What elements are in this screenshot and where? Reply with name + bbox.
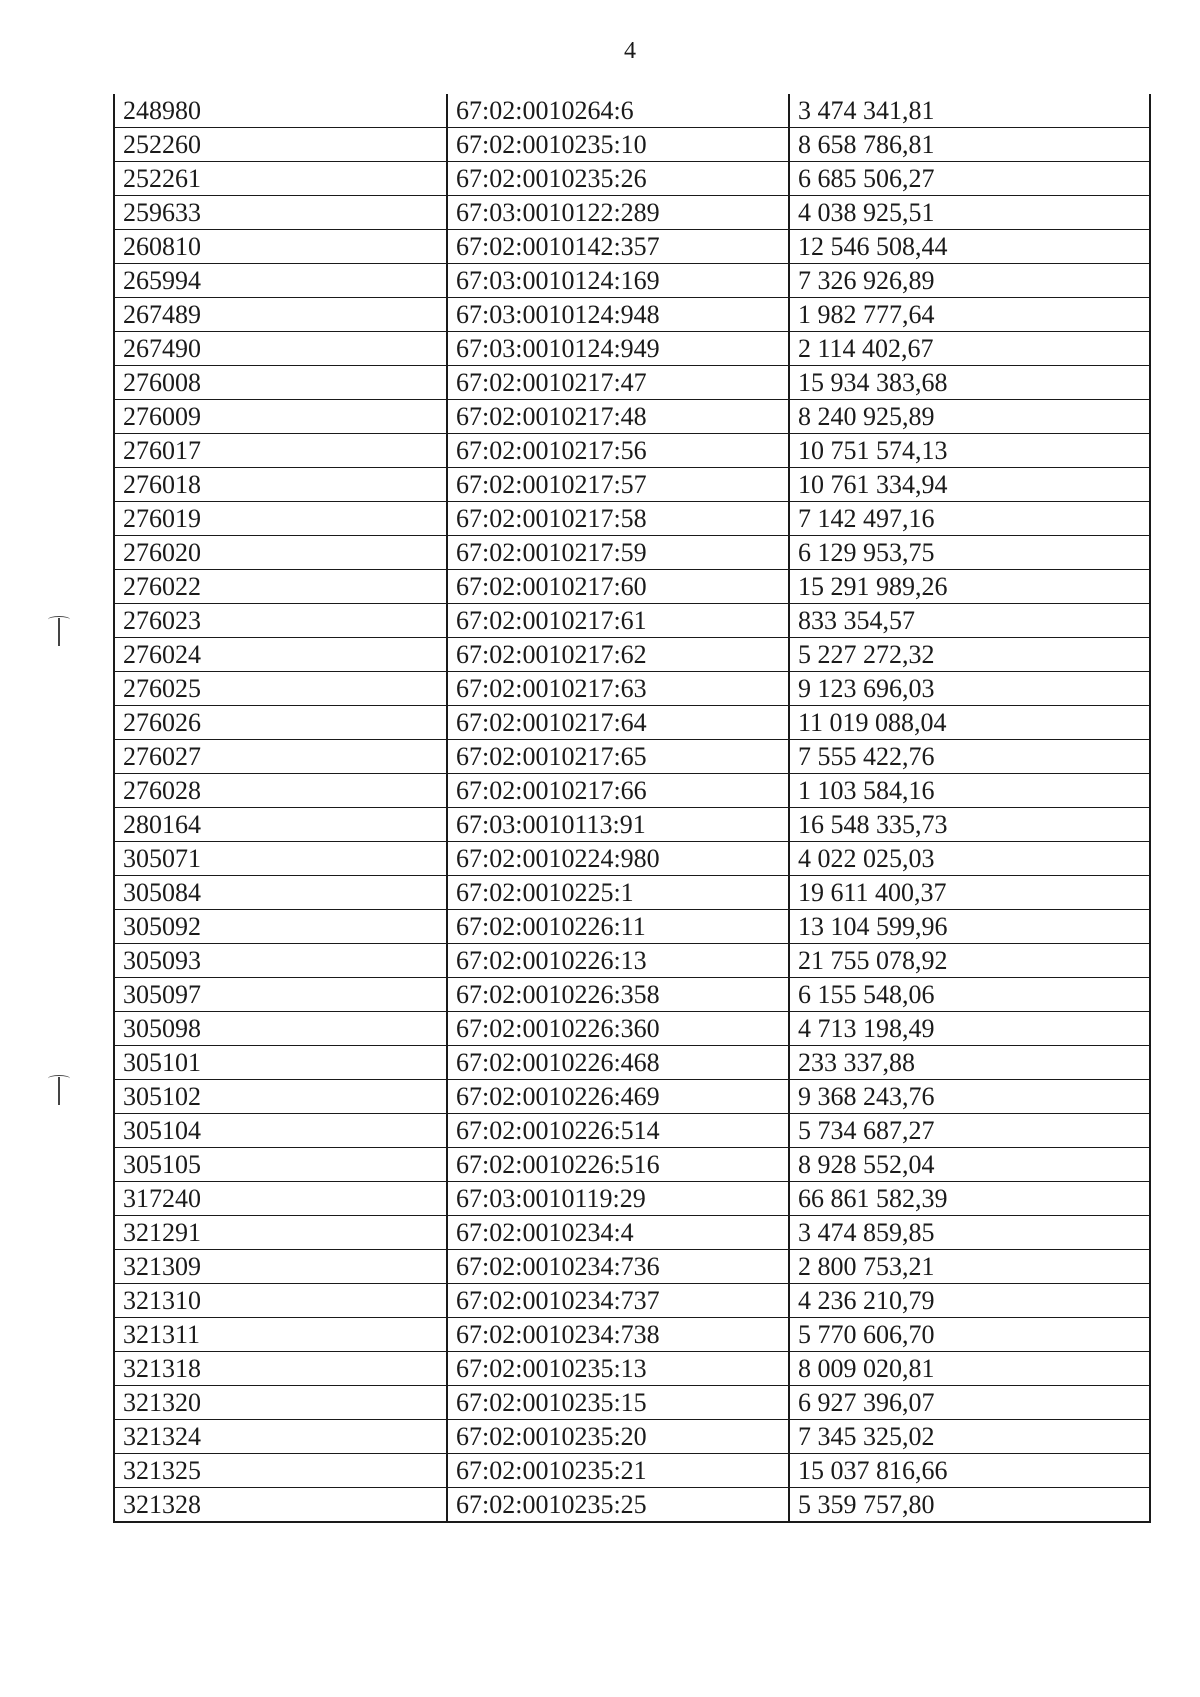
cadastral-number-cell: 67:02:0010217:60 — [447, 570, 789, 604]
cadastral-value-cell: 3 474 859,85 — [789, 1216, 1150, 1250]
cadastral-value-cell: 8 240 925,89 — [789, 400, 1150, 434]
table-row — [114, 842, 1150, 876]
cadastral-value-cell: 6 685 506,27 — [789, 162, 1150, 196]
cadastral-number-cell: 67:02:0010234:737 — [447, 1284, 789, 1318]
table-row — [114, 264, 1150, 298]
cadastral-number-cell: 67:02:0010225:1 — [447, 876, 789, 910]
object-id-cell: 321311 — [114, 1318, 447, 1352]
object-id-cell: 321310 — [114, 1284, 447, 1318]
table-row — [114, 366, 1150, 400]
margin-mark-icon — [48, 1073, 70, 1105]
table-row — [114, 978, 1150, 1012]
cadastral-number-cell: 67:02:0010217:65 — [447, 740, 789, 774]
cadastral-number-cell: 67:02:0010226:358 — [447, 978, 789, 1012]
cadastral-value-cell: 4 038 925,51 — [789, 196, 1150, 230]
cadastral-number-cell: 67:03:0010124:949 — [447, 332, 789, 366]
table-row — [114, 94, 1150, 128]
table-row — [114, 128, 1150, 162]
table-row — [114, 1318, 1150, 1352]
cadastral-number-cell: 67:02:0010235:26 — [447, 162, 789, 196]
table-row — [114, 570, 1150, 604]
object-id-cell: 321324 — [114, 1420, 447, 1454]
table-row — [114, 196, 1150, 230]
cadastral-value-cell: 15 934 383,68 — [789, 366, 1150, 400]
table-row — [114, 672, 1150, 706]
cadastral-number-cell: 67:03:0010124:948 — [447, 298, 789, 332]
table-body — [114, 94, 1150, 1522]
table-row — [114, 1284, 1150, 1318]
cadastral-value-cell: 5 359 757,80 — [789, 1488, 1150, 1523]
cadastral-value-cell: 19 611 400,37 — [789, 876, 1150, 910]
cadastral-value-cell: 5 770 606,70 — [789, 1318, 1150, 1352]
cadastral-value-cell: 7 326 926,89 — [789, 264, 1150, 298]
object-id-cell: 276020 — [114, 536, 447, 570]
object-id-cell: 276026 — [114, 706, 447, 740]
cadastral-number-cell: 67:02:0010235:13 — [447, 1352, 789, 1386]
table-row — [114, 910, 1150, 944]
cadastral-number-cell: 67:03:0010124:169 — [447, 264, 789, 298]
cadastral-value-cell: 7 555 422,76 — [789, 740, 1150, 774]
cadastral-value-cell: 5 227 272,32 — [789, 638, 1150, 672]
cadastral-value-cell: 15 291 989,26 — [789, 570, 1150, 604]
object-id-cell: 321325 — [114, 1454, 447, 1488]
table-row — [114, 1046, 1150, 1080]
object-id-cell: 305098 — [114, 1012, 447, 1046]
cadastral-value-cell: 8 928 552,04 — [789, 1148, 1150, 1182]
cadastral-number-cell: 67:02:0010226:468 — [447, 1046, 789, 1080]
object-id-cell: 276017 — [114, 434, 447, 468]
object-id-cell: 321320 — [114, 1386, 447, 1420]
cadastral-value-cell: 2 800 753,21 — [789, 1250, 1150, 1284]
cadastral-value-cell: 12 546 508,44 — [789, 230, 1150, 264]
table-row — [114, 1352, 1150, 1386]
cadastral-number-cell: 67:02:0010217:59 — [447, 536, 789, 570]
object-id-cell: 280164 — [114, 808, 447, 842]
table-row — [114, 1250, 1150, 1284]
cadastral-value-table — [113, 94, 1151, 1523]
table-row — [114, 1148, 1150, 1182]
cadastral-number-cell: 67:02:0010217:61 — [447, 604, 789, 638]
cadastral-value-cell: 833 354,57 — [789, 604, 1150, 638]
table-row — [114, 808, 1150, 842]
cadastral-number-cell: 67:02:0010226:11 — [447, 910, 789, 944]
table-row — [114, 1454, 1150, 1488]
table-row — [114, 502, 1150, 536]
cadastral-number-cell: 67:02:0010217:63 — [447, 672, 789, 706]
cadastral-value-cell: 9 368 243,76 — [789, 1080, 1150, 1114]
object-id-cell: 305104 — [114, 1114, 447, 1148]
cadastral-value-cell: 6 927 396,07 — [789, 1386, 1150, 1420]
cadastral-number-cell: 67:02:0010217:66 — [447, 774, 789, 808]
object-id-cell: 321318 — [114, 1352, 447, 1386]
cadastral-value-cell: 4 713 198,49 — [789, 1012, 1150, 1046]
cadastral-value-cell: 1 103 584,16 — [789, 774, 1150, 808]
object-id-cell: 276019 — [114, 502, 447, 536]
table-row — [114, 298, 1150, 332]
cadastral-number-cell: 67:02:0010226:469 — [447, 1080, 789, 1114]
object-id-cell: 321328 — [114, 1488, 447, 1523]
object-id-cell: 305097 — [114, 978, 447, 1012]
object-id-cell: 321309 — [114, 1250, 447, 1284]
object-id-cell: 260810 — [114, 230, 447, 264]
cadastral-number-cell: 67:02:0010217:47 — [447, 366, 789, 400]
cadastral-number-cell: 67:03:0010122:289 — [447, 196, 789, 230]
cadastral-number-cell: 67:02:0010226:516 — [447, 1148, 789, 1182]
object-id-cell: 305092 — [114, 910, 447, 944]
object-id-cell: 276028 — [114, 774, 447, 808]
table-row — [114, 162, 1150, 196]
cadastral-value-cell: 7 142 497,16 — [789, 502, 1150, 536]
cadastral-value-cell: 9 123 696,03 — [789, 672, 1150, 706]
object-id-cell: 276018 — [114, 468, 447, 502]
table-row — [114, 774, 1150, 808]
cadastral-value-cell: 6 129 953,75 — [789, 536, 1150, 570]
object-id-cell: 276009 — [114, 400, 447, 434]
cadastral-number-cell: 67:02:0010234:738 — [447, 1318, 789, 1352]
object-id-cell: 265994 — [114, 264, 447, 298]
object-id-cell: 305071 — [114, 842, 447, 876]
cadastral-value-cell: 15 037 816,66 — [789, 1454, 1150, 1488]
table-row — [114, 944, 1150, 978]
table-row — [114, 1216, 1150, 1250]
cadastral-number-cell: 67:02:0010235:10 — [447, 128, 789, 162]
table-row — [114, 468, 1150, 502]
object-id-cell: 305084 — [114, 876, 447, 910]
cadastral-value-cell: 16 548 335,73 — [789, 808, 1150, 842]
table-row — [114, 332, 1150, 366]
cadastral-number-cell: 67:02:0010226:360 — [447, 1012, 789, 1046]
table-row — [114, 706, 1150, 740]
cadastral-number-cell: 67:02:0010217:48 — [447, 400, 789, 434]
cadastral-number-cell: 67:02:0010217:58 — [447, 502, 789, 536]
object-id-cell: 317240 — [114, 1182, 447, 1216]
table-row — [114, 230, 1150, 264]
object-id-cell: 252260 — [114, 128, 447, 162]
cadastral-value-cell: 7 345 325,02 — [789, 1420, 1150, 1454]
cadastral-number-cell: 67:03:0010113:91 — [447, 808, 789, 842]
cadastral-number-cell: 67:02:0010234:4 — [447, 1216, 789, 1250]
object-id-cell: 248980 — [114, 94, 447, 128]
object-id-cell: 259633 — [114, 196, 447, 230]
table-row — [114, 1386, 1150, 1420]
table-row — [114, 536, 1150, 570]
cadastral-value-cell: 66 861 582,39 — [789, 1182, 1150, 1216]
object-id-cell: 276025 — [114, 672, 447, 706]
cadastral-number-cell: 67:02:0010235:25 — [447, 1488, 789, 1523]
table-row — [114, 1114, 1150, 1148]
cadastral-value-cell: 13 104 599,96 — [789, 910, 1150, 944]
cadastral-number-cell: 67:02:0010217:57 — [447, 468, 789, 502]
cadastral-value-cell: 4 022 025,03 — [789, 842, 1150, 876]
object-id-cell: 305093 — [114, 944, 447, 978]
object-id-cell: 276023 — [114, 604, 447, 638]
object-id-cell: 305105 — [114, 1148, 447, 1182]
cadastral-value-cell: 8 658 786,81 — [789, 128, 1150, 162]
table-row — [114, 876, 1150, 910]
cadastral-value-cell: 233 337,88 — [789, 1046, 1150, 1080]
object-id-cell: 267490 — [114, 332, 447, 366]
cadastral-value-cell: 10 751 574,13 — [789, 434, 1150, 468]
cadastral-number-cell: 67:02:0010235:20 — [447, 1420, 789, 1454]
cadastral-number-cell: 67:02:0010142:357 — [447, 230, 789, 264]
cadastral-value-cell: 6 155 548,06 — [789, 978, 1150, 1012]
cadastral-number-cell: 67:02:0010226:514 — [447, 1114, 789, 1148]
margin-mark-icon — [48, 614, 70, 646]
cadastral-number-cell: 67:02:0010234:736 — [447, 1250, 789, 1284]
table-row — [114, 1420, 1150, 1454]
table-row — [114, 400, 1150, 434]
page-number: 4 — [624, 38, 636, 64]
cadastral-number-cell: 67:02:0010235:15 — [447, 1386, 789, 1420]
table-row — [114, 638, 1150, 672]
cadastral-number-cell: 67:02:0010217:56 — [447, 434, 789, 468]
cadastral-number-cell: 67:02:0010226:13 — [447, 944, 789, 978]
cadastral-number-cell: 67:03:0010119:29 — [447, 1182, 789, 1216]
table-row — [114, 434, 1150, 468]
cadastral-value-cell: 10 761 334,94 — [789, 468, 1150, 502]
cadastral-value-cell: 21 755 078,92 — [789, 944, 1150, 978]
object-id-cell: 276027 — [114, 740, 447, 774]
cadastral-value-cell: 3 474 341,81 — [789, 94, 1150, 128]
cadastral-number-cell: 67:02:0010217:62 — [447, 638, 789, 672]
cadastral-value-cell: 5 734 687,27 — [789, 1114, 1150, 1148]
object-id-cell: 305102 — [114, 1080, 447, 1114]
table-row — [114, 604, 1150, 638]
cadastral-value-cell: 1 982 777,64 — [789, 298, 1150, 332]
cadastral-value-cell: 8 009 020,81 — [789, 1352, 1150, 1386]
object-id-cell: 267489 — [114, 298, 447, 332]
cadastral-value-cell: 4 236 210,79 — [789, 1284, 1150, 1318]
table-row — [114, 1488, 1150, 1523]
cadastral-value-cell: 2 114 402,67 — [789, 332, 1150, 366]
object-id-cell: 276022 — [114, 570, 447, 604]
object-id-cell: 305101 — [114, 1046, 447, 1080]
table-row — [114, 740, 1150, 774]
cadastral-number-cell: 67:02:0010224:980 — [447, 842, 789, 876]
cadastral-number-cell: 67:02:0010264:6 — [447, 94, 789, 128]
cadastral-number-cell: 67:02:0010235:21 — [447, 1454, 789, 1488]
object-id-cell: 321291 — [114, 1216, 447, 1250]
cadastral-number-cell: 67:02:0010217:64 — [447, 706, 789, 740]
object-id-cell: 252261 — [114, 162, 447, 196]
table-row — [114, 1182, 1150, 1216]
object-id-cell: 276024 — [114, 638, 447, 672]
table-row — [114, 1012, 1150, 1046]
table-row — [114, 1080, 1150, 1114]
object-id-cell: 276008 — [114, 366, 447, 400]
cadastral-value-cell: 11 019 088,04 — [789, 706, 1150, 740]
